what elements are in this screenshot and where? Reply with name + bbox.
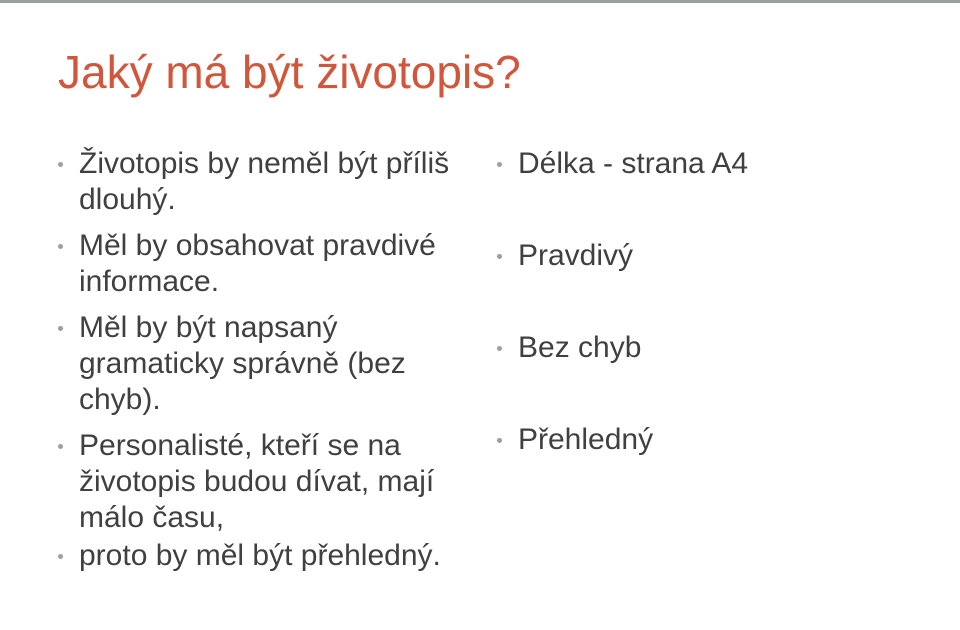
left-bullet-list [58, 146, 488, 584]
bullet-icon [58, 326, 63, 331]
list-item [497, 146, 937, 182]
bullet-icon [497, 254, 502, 259]
list-item-text: Měl by obsahovat pravdivé informace. [79, 229, 436, 298]
bullet-icon [497, 438, 502, 443]
bullet-icon [58, 244, 63, 249]
list-item-text: Pravdivý [518, 239, 634, 272]
list-item-text: Životopis by neměl být příliš dlouhý. [79, 147, 450, 216]
list-item-text: proto by měl být přehledný. [79, 539, 441, 572]
bullet-icon [58, 554, 63, 559]
list-item-text: Přehledný [518, 423, 654, 456]
slide-title: Jaký má být životopis? [58, 46, 521, 98]
list-item [497, 238, 937, 274]
bullet-icon [58, 444, 63, 449]
list-item-text: Měl by být napsaný gramaticky správně (bez chyb). [79, 311, 406, 416]
list-item-text: Personalisté, kteří se na životopis budou dívat, mají málo času, [79, 429, 435, 534]
top-rule [0, 0, 960, 3]
list-item-text: Délka - strana A4 [518, 147, 749, 180]
right-bullet-list [497, 146, 937, 514]
list-item [58, 228, 488, 300]
list-item [497, 330, 937, 366]
list-item [58, 310, 488, 418]
list-item [58, 146, 488, 218]
list-item-text: Bez chyb [518, 331, 642, 364]
list-item [58, 538, 488, 574]
bullet-icon [497, 346, 502, 351]
list-item [497, 422, 937, 458]
list-item [58, 428, 488, 536]
bullet-icon [58, 162, 63, 167]
bullet-icon [497, 162, 502, 167]
